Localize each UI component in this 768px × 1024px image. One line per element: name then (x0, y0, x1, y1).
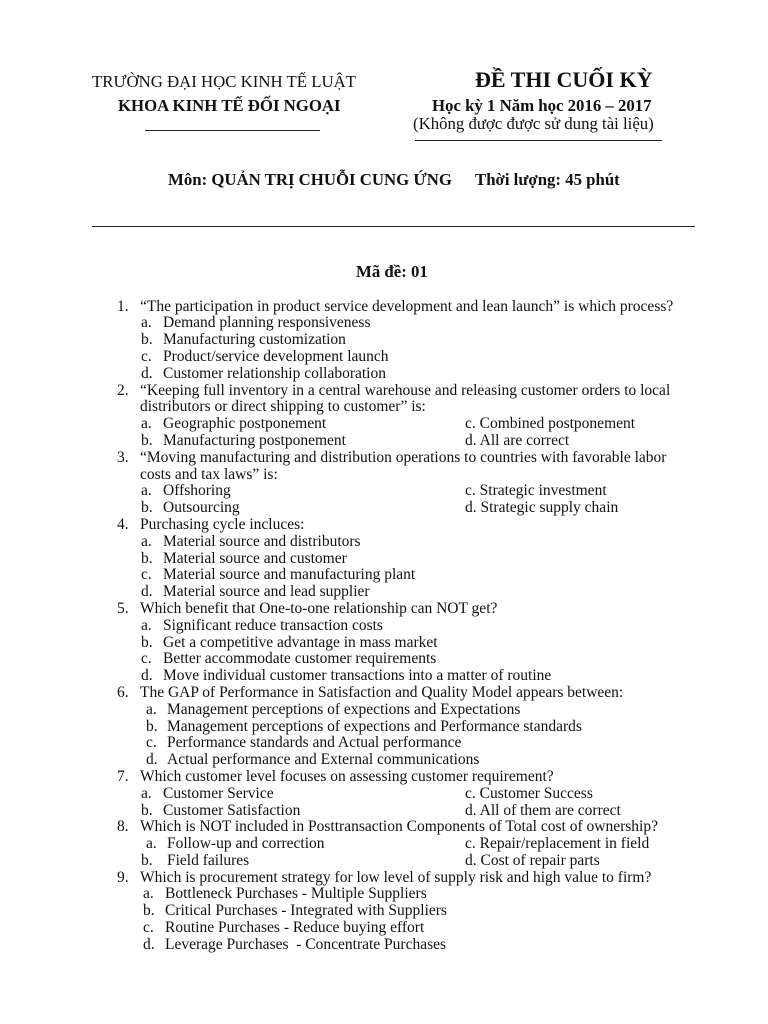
option-d (465, 433, 569, 450)
option-letter: b. (141, 549, 153, 567)
question-number: 5. (117, 599, 129, 617)
option-text: Combined postponement (479, 415, 636, 433)
option-c (465, 483, 607, 500)
option-b (0, 332, 768, 349)
option-row-a-c (0, 483, 768, 500)
option-letter: c. (141, 347, 152, 365)
option-text: Customer Satisfaction (163, 801, 301, 819)
question-9 (0, 870, 768, 954)
question-number: 3. (117, 448, 129, 466)
option-text: Move individual customer transactions into a matter of routine (163, 667, 552, 685)
question-line (0, 769, 768, 786)
question-line (0, 517, 768, 534)
question-line (0, 601, 768, 618)
option-letter: c. (465, 784, 476, 802)
semester-label: Học kỳ 1 Năm học 2016 – 2017 (432, 96, 652, 115)
question-number: 6. (117, 683, 129, 701)
option-c (465, 416, 635, 433)
university-name: TRƯỜNG ĐẠI HỌC KINH TẾ LUẬT (92, 72, 356, 91)
option-letter: a. (146, 700, 157, 718)
option-letter: c. (141, 566, 152, 584)
question-text: Which customer level focuses on assessing customer requirement? (140, 767, 554, 785)
option-text: Get a competitive advantage in mass market (163, 633, 438, 651)
option-letter: b. (141, 851, 153, 869)
option-row-a-c (0, 786, 768, 803)
option-text: Routine Purchases - Reduce buying effort (165, 919, 425, 937)
option-text: Performance standards and Actual performance (167, 734, 462, 752)
option-letter: b. (141, 499, 153, 517)
option-text: Material source and customer (163, 549, 347, 567)
question-4 (0, 517, 768, 601)
question-2 (0, 383, 768, 450)
question-text: “Moving manufacturing and distribution operations to countries with favorable labor (140, 448, 667, 466)
option-d (465, 500, 618, 517)
option-letter: c. (141, 650, 152, 668)
faculty-name: KHOA KINH TẾ ĐỐI NGOẠI (118, 96, 341, 115)
option-letter: d. (465, 499, 477, 517)
option-row-b-d (0, 500, 768, 517)
option-text: Manufacturing postponement (163, 431, 346, 449)
option-letter: c. (465, 482, 476, 500)
option-text: Customer relationship collaboration (163, 364, 386, 382)
option-a (0, 315, 768, 332)
option-text: Material source and manufacturing plant (163, 566, 416, 584)
question-line-continued (0, 399, 768, 416)
option-row-b-d (0, 853, 768, 870)
question-text: distributors or direct shipping to customer” is: (140, 398, 426, 416)
question-text: costs and tax laws” is: (140, 465, 278, 483)
option-row-b-d (0, 433, 768, 450)
option-text: Material source and distributors (163, 532, 361, 550)
option-a (0, 702, 768, 719)
question-list (0, 299, 768, 954)
option-text: All are correct (479, 431, 570, 449)
option-text: Repair/replacement in field (479, 835, 650, 853)
option-letter: b. (141, 633, 153, 651)
question-line (0, 450, 768, 467)
option-a (0, 886, 768, 903)
option-text: Significant reduce transaction costs (163, 616, 383, 634)
option-text: Cost of repair parts (480, 851, 600, 869)
option-d (0, 668, 768, 685)
question-number: 7. (117, 767, 129, 785)
option-d (0, 366, 768, 383)
option-text: Geographic postponement (163, 415, 327, 433)
question-line (0, 383, 768, 400)
option-text: Better accommodate customer requirements (163, 650, 437, 668)
question-number: 9. (117, 868, 129, 886)
option-letter: c. (143, 919, 154, 937)
question-text: The GAP of Performance in Satisfaction and Quality Model appears between: (140, 683, 624, 701)
option-a (0, 618, 768, 635)
option-letter: d. (141, 364, 153, 382)
option-letter: a. (141, 616, 152, 634)
question-6 (0, 685, 768, 769)
exam-note: (Không được được sử dung tài liệu) (413, 114, 654, 133)
option-b (0, 635, 768, 652)
option-text: Demand planning responsiveness (163, 314, 371, 332)
option-letter: a. (143, 885, 154, 903)
option-letter: a. (141, 415, 152, 433)
option-letter: a. (146, 835, 157, 853)
option-letter: b. (143, 902, 155, 920)
question-line (0, 870, 768, 887)
option-d (465, 853, 600, 870)
option-c (0, 567, 768, 584)
option-c (465, 836, 649, 853)
option-c (0, 349, 768, 366)
option-letter: b. (146, 717, 158, 735)
exam-duration: Thời lượng: 45 phút (475, 170, 620, 189)
question-1 (0, 299, 768, 383)
question-text: “The participation in product service development and lean launch” is which process? (140, 297, 674, 315)
option-text: Management perceptions of expections and Expectations (167, 700, 521, 718)
option-row-a-c (0, 836, 768, 853)
option-c (0, 651, 768, 668)
option-c (0, 735, 768, 752)
exam-code: Mã đề: 01 (356, 262, 428, 281)
option-text: Actual performance and External communications (167, 751, 480, 769)
question-5 (0, 601, 768, 685)
option-letter: c. (465, 415, 476, 433)
question-8 (0, 819, 768, 869)
option-letter: a. (141, 784, 152, 802)
option-letter: d. (465, 801, 477, 819)
option-text: Field failures (167, 851, 250, 869)
option-text: Material source and lead supplier (163, 583, 370, 601)
option-letter: d. (143, 935, 155, 953)
option-row-a-c (0, 416, 768, 433)
option-a (0, 534, 768, 551)
question-text: Which is procurement strategy for low level of supply risk and high value to firm? (140, 868, 652, 886)
option-text: Management perceptions of expections and Performance standards (167, 717, 582, 735)
option-letter: c. (465, 835, 476, 853)
question-number: 2. (117, 381, 129, 399)
question-line (0, 819, 768, 836)
option-text: Product/service development launch (163, 347, 389, 365)
option-d (465, 803, 621, 820)
question-number: 8. (117, 818, 129, 836)
option-text: Bottleneck Purchases - Multiple Suppliers (165, 885, 427, 903)
option-letter: b. (141, 331, 153, 349)
option-c (465, 786, 593, 803)
question-3 (0, 450, 768, 517)
option-letter: d. (141, 583, 153, 601)
option-b (0, 551, 768, 568)
option-b (0, 903, 768, 920)
question-text: Which is NOT included in Posttransaction Components of Total cost of ownership? (140, 818, 658, 836)
option-letter: d. (465, 431, 477, 449)
option-d (0, 584, 768, 601)
option-letter: d. (465, 851, 477, 869)
option-text: Customer Success (479, 784, 593, 802)
option-d (0, 937, 768, 954)
option-text: Manufacturing customization (163, 331, 346, 349)
question-line-continued (0, 467, 768, 484)
option-text: Follow-up and correction (167, 835, 325, 853)
option-letter: b. (141, 801, 153, 819)
option-row-b-d (0, 803, 768, 820)
question-line (0, 299, 768, 316)
option-letter: a. (141, 532, 152, 550)
option-text: Outsourcing (163, 499, 240, 517)
option-letter: d. (146, 751, 158, 769)
option-text: Leverage Purchases - Concentrate Purchases (165, 935, 447, 953)
option-c (0, 920, 768, 937)
option-text: Offshoring (163, 482, 231, 500)
question-text: Purchasing cycle incluces: (140, 515, 305, 533)
option-letter: a. (141, 482, 152, 500)
option-letter: b. (141, 431, 153, 449)
exam-title: ĐỀ THI CUỐI KỲ (475, 67, 653, 92)
option-letter: a. (141, 314, 152, 332)
question-text: “Keeping full inventory in a central warehouse and releasing customer orders to local (140, 381, 671, 399)
title-underline (415, 140, 662, 141)
option-text: Critical Purchases - Integrated with Suppliers (165, 902, 447, 920)
header-underline (145, 130, 320, 131)
course-name: Môn: QUẢN TRỊ CHUỖI CUNG ỨNG (168, 170, 452, 189)
option-text: Strategic investment (479, 482, 607, 500)
question-number: 4. (117, 515, 129, 533)
question-number: 1. (117, 297, 129, 315)
option-letter: c. (146, 734, 157, 752)
option-text: All of them are correct (479, 801, 621, 819)
question-text: Which benefit that One-to-one relationship can NOT get? (140, 599, 498, 617)
question-7 (0, 769, 768, 819)
question-line (0, 685, 768, 702)
section-divider (92, 226, 695, 227)
option-b (0, 719, 768, 736)
option-letter: d. (141, 667, 153, 685)
option-text: Customer Service (163, 784, 274, 802)
option-text: Strategic supply chain (480, 499, 619, 517)
option-d (0, 752, 768, 769)
